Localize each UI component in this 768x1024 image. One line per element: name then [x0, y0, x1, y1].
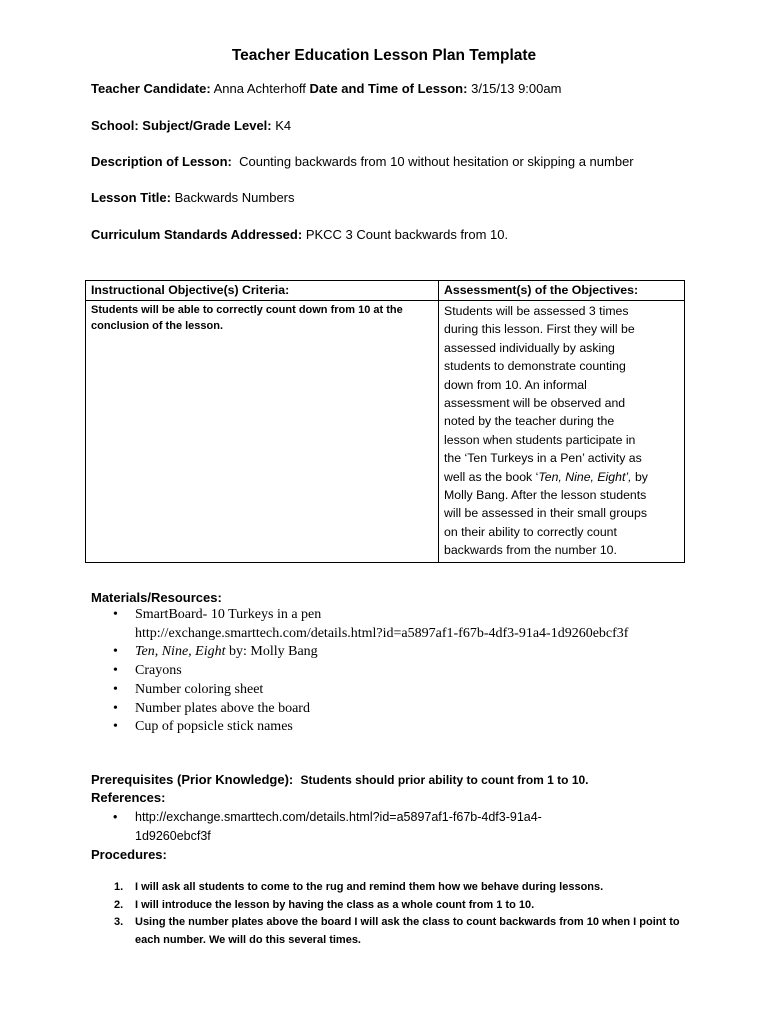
list-item: • Number coloring sheet — [110, 681, 628, 700]
assessment-book-line — [444, 468, 679, 486]
objectives-table-header — [86, 281, 685, 301]
lesson-title-line — [91, 190, 295, 205]
teacher-value: Anna Achterhoff — [213, 81, 306, 96]
list-item: • Crayons — [110, 662, 628, 681]
standards-value: PKCC 3 Count backwards from 10. — [305, 227, 509, 242]
materials-item-link[interactable]: http://exchange.smarttech.com/details.html?id=a5897af1-f67b-4df3-91a4-1d9260ebcf3f — [135, 625, 629, 641]
procedures-list — [110, 879, 690, 949]
reference-link-line1[interactable]: • http://exchange.smarttech.com/details.html?id=a5897af1-f67b-4df3-91a4- — [135, 810, 542, 824]
assessment-line: Students will be assessed 3 times — [444, 304, 629, 318]
step-text: I will introduce the lesson by having the class as a whole count from 1 to 10. — [135, 898, 535, 911]
assessment-line: the ‘Ten Turkeys in a Pen’ activity as — [444, 451, 642, 466]
book-author: by: Molly Bang — [225, 644, 318, 660]
assessment-line: will be assessed in their small groups — [444, 506, 647, 521]
assessment-line: Molly Bang. After the lesson students — [444, 488, 647, 503]
list-item — [110, 897, 690, 915]
objective-header-cell: Instructional Objective(s) Criteria: — [86, 281, 439, 301]
assessment-book-title: Ten, Nine, Eight’, — [538, 469, 632, 484]
objectives-table-row — [86, 301, 685, 563]
references-heading: References: — [91, 790, 166, 805]
list-item — [110, 808, 542, 846]
subject-label: Subject/Grade Level: — [142, 118, 272, 133]
objectives-table — [85, 280, 685, 563]
materials-item-smartboard: • SmartBoard- 10 Turkeys in a pen — [135, 607, 322, 622]
subject-value: K4 — [275, 118, 292, 133]
assessment-line: lesson when students participate in — [444, 432, 636, 447]
step-text: Using the number plates above the board I will ask the class to count backwards from 10 when I point to each number. We will do this several times. — [135, 916, 680, 946]
procedures-heading: Procedures: — [91, 847, 167, 862]
prerequisites-line — [91, 772, 589, 787]
assessment-book-post: by — [631, 469, 648, 484]
list-item — [110, 606, 628, 643]
assessment-line: during this lesson. First they will be — [444, 322, 635, 337]
prerequisites-value: Students should prior ability to count from 1 to 10. — [300, 773, 589, 787]
references-list — [110, 808, 542, 846]
prerequisites-label: Prerequisites (Prior Knowledge): — [91, 772, 294, 787]
assessment-line: assessed individually by asking — [444, 340, 615, 355]
document-title: Teacher Education Lesson Plan Template — [231, 47, 537, 64]
book-title: Ten, Nine, Eight — [135, 644, 226, 660]
school-line — [91, 118, 291, 133]
school-label: School: — [91, 118, 139, 133]
assessment-line: backwards from the number 10. — [444, 543, 617, 558]
teacher-candidate-line — [91, 81, 561, 96]
step-number: 3. — [114, 916, 124, 928]
lesson-title-value: Backwards Numbers — [174, 190, 295, 205]
objective-cell: Students will be able to correctly count down from 10 at the conclusion of the lesson. — [86, 301, 439, 563]
materials-heading: Materials/Resources: — [91, 590, 222, 605]
assessment-line: on their ability to correctly count — [444, 524, 617, 539]
reference-link-line2[interactable]: 1d9260ebcf3f — [135, 829, 211, 843]
step-number: 1. — [114, 881, 124, 893]
standards-label: Curriculum Standards Addressed: — [91, 227, 303, 242]
assessment-book-pre: well as the book ‘ — [444, 469, 539, 484]
list-item — [110, 914, 690, 949]
list-item — [110, 643, 628, 662]
assessment-line: assessment will be observed and — [444, 396, 626, 411]
description-label: Description of Lesson: — [91, 154, 232, 169]
date-value: 3/15/13 9:00am — [471, 81, 562, 96]
list-item: • Cup of popsicle stick names — [110, 718, 628, 737]
assessment-line: noted by the teacher during the — [444, 414, 615, 429]
materials-list — [110, 606, 628, 737]
date-label: Date and Time of Lesson: — [309, 81, 468, 96]
standards-line — [91, 227, 508, 242]
step-text: I will ask all students to come to the rug and remind them how we behave during lessons. — [135, 881, 604, 893]
assessment-header-cell: Assessment(s) of the Objectives: — [439, 281, 685, 301]
list-item — [110, 879, 690, 897]
step-number: 2. — [114, 898, 124, 911]
lesson-title-label: Lesson Title: — [91, 190, 171, 205]
list-item: • Number plates above the board — [110, 700, 628, 719]
description-value: Counting backwards from 10 without hesitation or skipping a number — [239, 154, 634, 169]
assessment-line: students to demonstrate counting — [444, 359, 626, 374]
assessment-cell — [439, 301, 685, 563]
description-line — [91, 154, 634, 169]
assessment-line: down from 10. An informal — [444, 377, 587, 392]
teacher-label: Teacher Candidate: — [91, 81, 211, 96]
